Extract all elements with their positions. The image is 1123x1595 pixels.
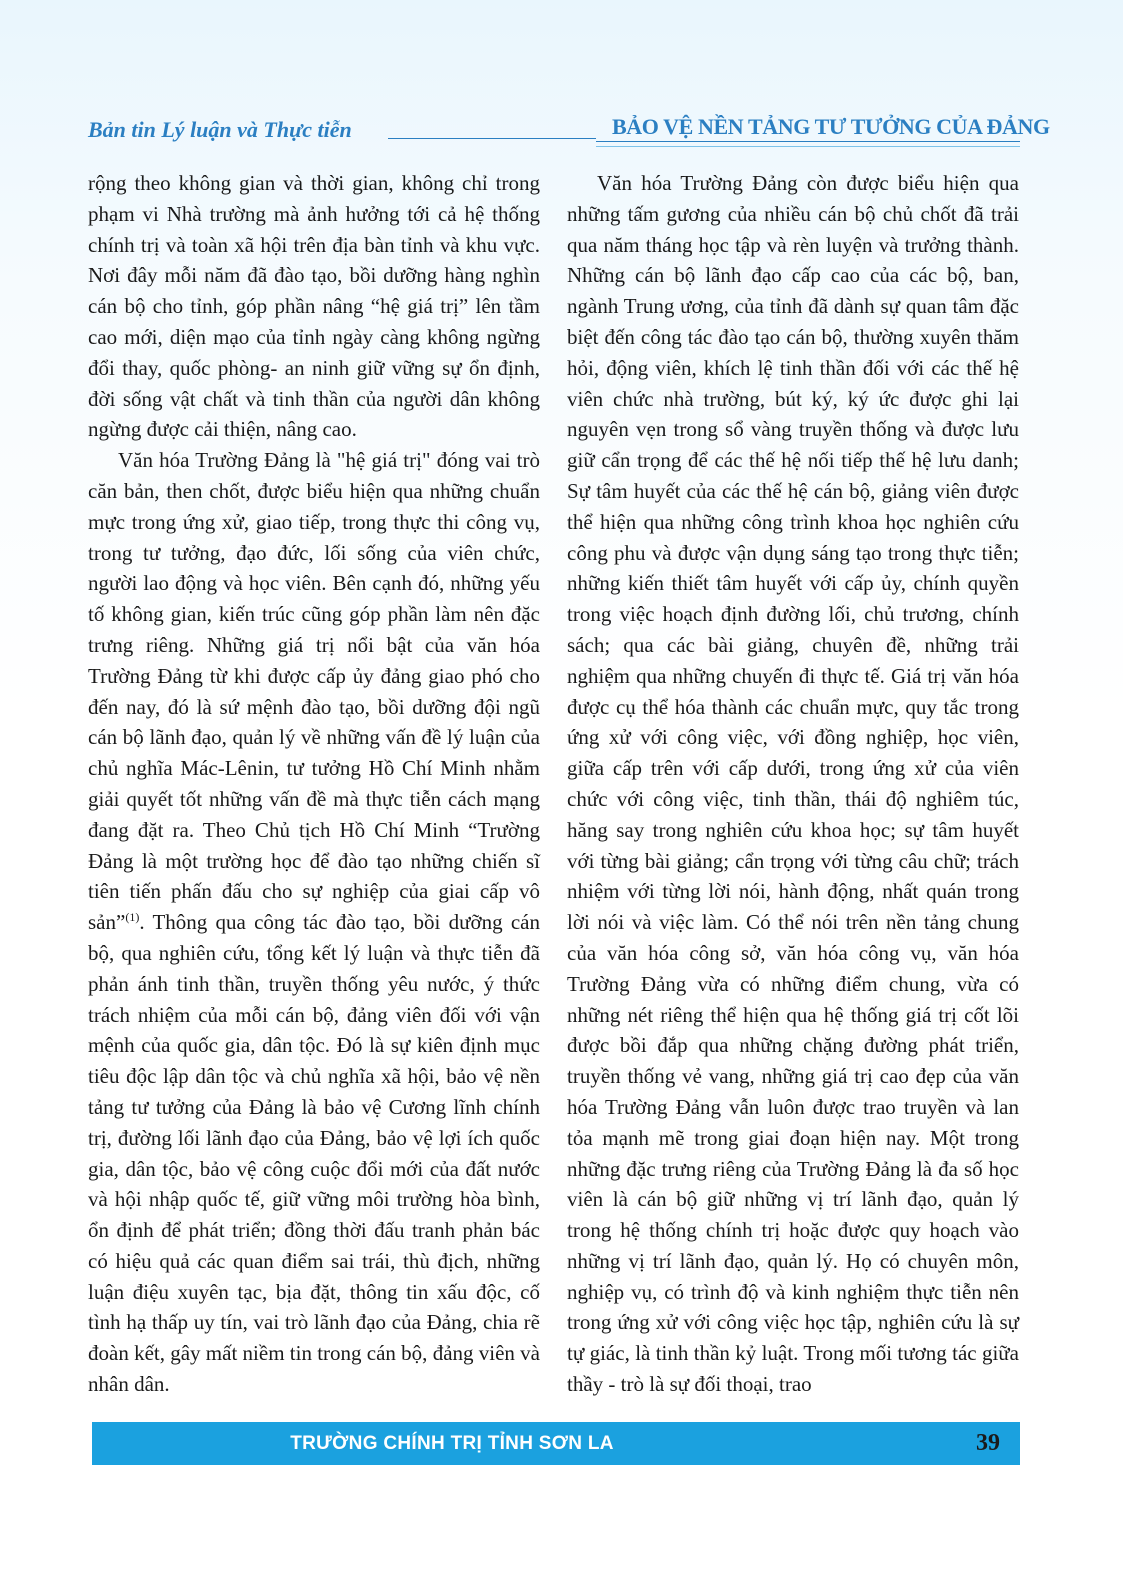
paragraph-continued: rộng theo không gian và thời gian, không chỉ trong phạm vi Nhà trường mà ảnh hưởng tới cả hệ thống chính trị và toàn xã hội trên địa bàn tỉnh và khu vực. Nơi đây mỗi năm đã đào tạo, bồi dưỡng hàng nghìn cán bộ cho tỉnh, góp phần nâng “hệ giá trị” lên tầm cao mới, diện mạo của tỉnh ngày càng không ngừng đổi thay, quốc phòng- an ninh giữ vững sự ổn định, đời sống vật chất và tinh thần của người dân không ngừng được cải thiện, nâng cao.	[88, 171, 540, 442]
right-column	[567, 168, 1019, 1400]
paragraph: Văn hóa Trường Đảng còn được biểu hiện qua những tấm gương của nhiều cán bộ chủ chốt đã trải qua năm tháng học tập và rèn luyện và trưởng thành. Những cán bộ lãnh đạo cấp cao của các bộ, ban, ngành Trung ương, của tỉnh đã dành sự quan tâm đặc biệt đến công tác đào tạo cán bộ, thường xuyên thăm hỏi, động viên, khích lệ tinh thần đối với các thế hệ viên chức nhà trường, bút ký, ký ức được ghi lại nguyên vẹn trong sổ vàng truyền thống và được lưu giữ cẩn trọng để các thế hệ nối tiếp thế hệ lưu danh; Sự tâm huyết của các thế hệ cán bộ, giảng viên được thể hiện qua những công trình khoa học nghiên cứu công phu và được vận dụng sáng tạo trong thực tiễn; những kiến thiết tâm huyết với cấp ủy, chính quyền trong việc hoạch định đường lối, chủ trương, chính sách; qua các bài giảng, chuyên đề, những trải nghiệm qua những chuyến đi thực tế. Giá trị văn hóa được cụ thể hóa thành các chuẩn mực, quy tắc trong ứng xử với công việc, với đồng nghiệp, học viên, giữa cấp trên với cấp dưới, trong ứng xử của viên chức với công việc, tinh thần, thái độ nghiêm túc, hăng say trong nghiên cứu khoa học; sự tâm huyết với từng bài giảng; cẩn trọng với từng câu chữ; trách nhiệm với từng lời nói, hành động, nhất quán trong lời nói và việc làm. Có thể nói trên nền tảng chung của văn hóa công sở, văn hóa công vụ, văn hóa Trường Đảng vừa có những điểm chung, vừa có những nét riêng thể hiện qua hệ thống giá trị cốt lõi được bồi đắp qua những chặng đường phát triển, truyền thống vẻ vang, những giá trị cao đẹp của văn hóa Trường Đảng vẫn luôn được trao truyền và lan tỏa mạnh mẽ trong giai đoạn hiện nay. Một trong những đặc trưng riêng của Trường Đảng là đa số học viên là cán bộ giữ những vị trí lãnh đạo, quản lý trong hệ thống chính trị hoặc được quy hoạch vào những vị trí lãnh đạo, quản lý. Họ có chuyên môn, nghiệp vụ, có trình độ và kinh nghiệm thực tiễn nên trong ứng xử với công việc học tập, nghiên cứu là sự tự giác, là tinh thần kỷ luật. Trong mối tương tác giữa thầy - trò là sự đối thoại, trao	[567, 171, 1019, 1397]
header-rule-left	[388, 138, 596, 139]
journal-title: Bản tin Lý luận và Thực tiễn	[88, 117, 352, 142]
section-title: BẢO VỆ NỀN TẢNG TƯ TƯỞNG CỦA ĐẢNG	[612, 114, 1050, 139]
left-column	[88, 168, 540, 1400]
header-rule-right	[596, 141, 1020, 142]
paragraph-text: . Thông qua công tác đào tạo, bồi dưỡng cán bộ, qua nghiên cứu, tổng kết lý luận và thực tiễn đã phản ánh tinh thần, truyền thống yêu nước, ý thức trách nhiệm của mỗi cán bộ, đảng viên đối với vận mệnh của quốc gia, dân tộc. Đó là sự kiên định mục tiêu độc lập dân tộc và chủ nghĩa xã hội, bảo vệ nền tảng tư tưởng của Đảng là bảo vệ Cương lĩnh chính trị, đường lối lãnh đạo của Đảng, bảo vệ lợi ích quốc gia, dân tộc, bảo vệ công cuộc đổi mới của đất nước và hội nhập quốc tế, giữ vững môi trường hòa bình, ổn định để phát triển; đồng thời đấu tranh phản bác có hiệu quả các quan điểm sai trái, thù địch, những luận điệu xuyên tạc, bịa đặt, thông tin xấu độc, cố tình hạ thấp uy tín, vai trò lãnh đạo của Đảng, chia rẽ đoàn kết, gây mất niềm tin trong cán bộ, đảng viên và nhân dân.	[88, 910, 540, 1397]
footer-institution: TRƯỜNG CHÍNH TRỊ TỈNH SƠN LA	[290, 1433, 614, 1454]
footnote-marker: (1)	[125, 910, 140, 925]
paragraph-text: Văn hóa Trường Đảng là "hệ giá trị" đóng vai trò căn bản, then chốt, được biểu hiện qua những chuẩn mực trong ứng xử, giao tiếp, trong thực thi công vụ, trong tư tưởng, đạo đức, lối sống của viên chức, người lao động và học viên. Bên cạnh đó, những yếu tố không gian, kiến trúc cũng góp phần làm nên đặc trưng riêng. Những giá trị nổi bật của văn hóa Trường Đảng từ khi được cấp ủy đảng giao phó cho đến nay, đó là sứ mệnh đào tạo, bồi dưỡng đội ngũ cán bộ lãnh đạo, quản lý về những vấn đề lý luận của chủ nghĩa Mác-Lênin, tư tưởng Hồ Chí Minh nhằm giải quyết tốt những vấn đề mà thực tiễn cách mạng đang đặt ra. Theo Chủ tịch Hồ Chí Minh “Trường Đảng là một trường học để đào tạo những chiến sĩ tiên tiến phấn đấu cho sự nghiệp của giai cấp vô sản”	[88, 448, 540, 935]
header-rule-right-thin	[596, 146, 1020, 147]
page-number: 39	[976, 1430, 1000, 1456]
paragraph	[88, 445, 540, 1400]
